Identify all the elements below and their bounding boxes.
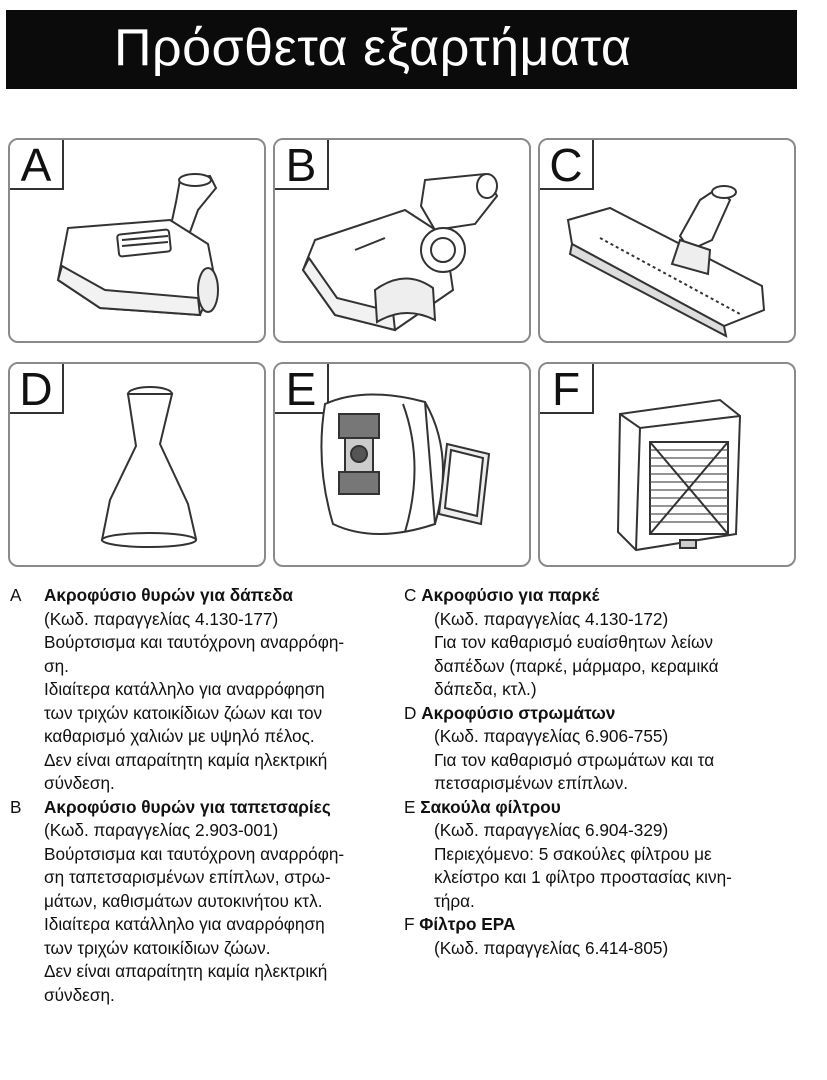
page-title: Πρόσθετα εξαρτήματα	[114, 19, 632, 77]
item-line: των τριχών κατοικίδιων ζώων.	[44, 937, 271, 958]
panel-c	[538, 138, 796, 343]
item-body	[44, 608, 390, 796]
item-key: D	[404, 702, 417, 723]
panel-letter: B	[273, 138, 329, 190]
item-key: F	[404, 914, 415, 934]
item-heading-text: Σακούλα φίλτρου	[420, 796, 561, 817]
item-heading	[404, 584, 814, 608]
item-line: σύνδεση.	[44, 984, 115, 1005]
item-f	[404, 913, 814, 960]
item-c	[404, 584, 814, 702]
left-column	[10, 584, 390, 1007]
item-line: (Κωδ. παραγγελίας 6.906-755)	[434, 726, 669, 746]
item-line: ση.	[44, 655, 69, 676]
item-line: δαπέδων (παρκέ, μάρμαρο, κεραμικά	[434, 655, 719, 676]
panel-letter: E	[273, 362, 329, 414]
item-heading: Ακροφύσιο θυρών για ταπετσαρίες	[44, 796, 331, 817]
panel-letter: F	[538, 362, 594, 414]
item-heading-text: Ακροφύσιο στρωμάτων	[421, 702, 616, 723]
item-heading	[404, 702, 814, 726]
item-d	[404, 702, 814, 796]
item-heading	[404, 913, 814, 937]
item-heading: Ακροφύσιο θυρών για δάπεδα	[44, 585, 293, 605]
panel-b	[273, 138, 531, 343]
item-key: C	[404, 585, 417, 605]
item-line: κλείστρο και 1 φίλτρο προστασίας κινη-	[434, 867, 732, 887]
panel-e	[273, 362, 531, 567]
item-line: καθαρισμό χαλιών με υψηλό πέλος.	[44, 726, 315, 746]
item-body	[434, 608, 814, 702]
panel-f	[538, 362, 796, 567]
hepa-filter-icon	[540, 364, 796, 567]
item-line: (Κωδ. παραγγελίας 6.904-329)	[434, 820, 669, 840]
item-key: E	[404, 796, 416, 817]
floor-brush-nozzle-icon	[10, 140, 266, 343]
item-heading	[404, 796, 814, 820]
panel-a	[8, 138, 266, 343]
item-line: Ιδιαίτερα κατάλληλο για αναρρόφηση	[44, 914, 325, 934]
item-line: τήρα.	[434, 890, 475, 911]
right-column	[404, 584, 814, 960]
item-body	[434, 819, 814, 913]
item-e	[404, 796, 814, 914]
item-key: B	[10, 796, 22, 817]
item-line: (Κωδ. παραγγελίας 4.130-177)	[44, 608, 279, 629]
panel-letter: D	[8, 362, 64, 414]
item-line: ση ταπετσαρισμένων επίπλων, στρω-	[44, 867, 331, 887]
item-body	[434, 937, 814, 961]
item-line: σύνδεση.	[44, 773, 115, 793]
item-line: Περιεχόμενο: 5 σακούλες φίλτρου με	[434, 843, 712, 864]
item-a	[10, 584, 390, 796]
filter-bag-icon	[275, 364, 531, 567]
item-heading-text: Ακροφύσιο για παρκέ	[421, 585, 600, 605]
item-line: μάτων, καθισμάτων αυτοκινήτου κτλ.	[44, 890, 323, 911]
item-line: πετσαρισμένων επίπλων.	[434, 773, 629, 793]
item-line: Βούρτσισμα και ταυτόχρονη αναρρόφη-	[44, 632, 345, 652]
item-line: (Κωδ. παραγγελίας 2.903-001)	[44, 820, 279, 840]
panel-d	[8, 362, 266, 567]
item-line: Δεν είναι απαραίτητη καμία ηλεκτρική	[44, 961, 328, 981]
parquet-nozzle-icon	[540, 140, 796, 343]
item-body	[44, 819, 390, 1007]
item-body	[434, 725, 814, 796]
panel-letter: A	[8, 138, 64, 190]
item-line: των τριχών κατοικίδιων ζώων και τον	[44, 702, 323, 723]
item-line: δάπεδα, κτλ.)	[434, 679, 537, 699]
item-key: A	[10, 585, 22, 605]
item-line: Για τον καθαρισμό ευαίσθητων λείων	[434, 632, 713, 652]
item-heading-text: Φίλτρο ΕΡΑ	[419, 914, 516, 934]
item-line: Δεν είναι απαραίτητη καμία ηλεκτρική	[44, 749, 328, 770]
item-line: Βούρτσισμα και ταυτόχρονη αναρρόφη-	[44, 843, 345, 864]
item-line: Ιδιαίτερα κατάλληλο για αναρρόφηση	[44, 679, 325, 699]
mattress-nozzle-icon	[10, 364, 266, 567]
panel-letter: C	[538, 138, 594, 190]
upholstery-turbo-nozzle-icon	[275, 140, 531, 343]
item-line: (Κωδ. παραγγελίας 6.414-805)	[434, 937, 669, 958]
item-line: Για τον καθαρισμό στρωμάτων και τα	[434, 749, 715, 770]
title-bar	[6, 10, 797, 89]
item-line: (Κωδ. παραγγελίας 4.130-172)	[434, 608, 669, 629]
item-b	[10, 796, 390, 1008]
